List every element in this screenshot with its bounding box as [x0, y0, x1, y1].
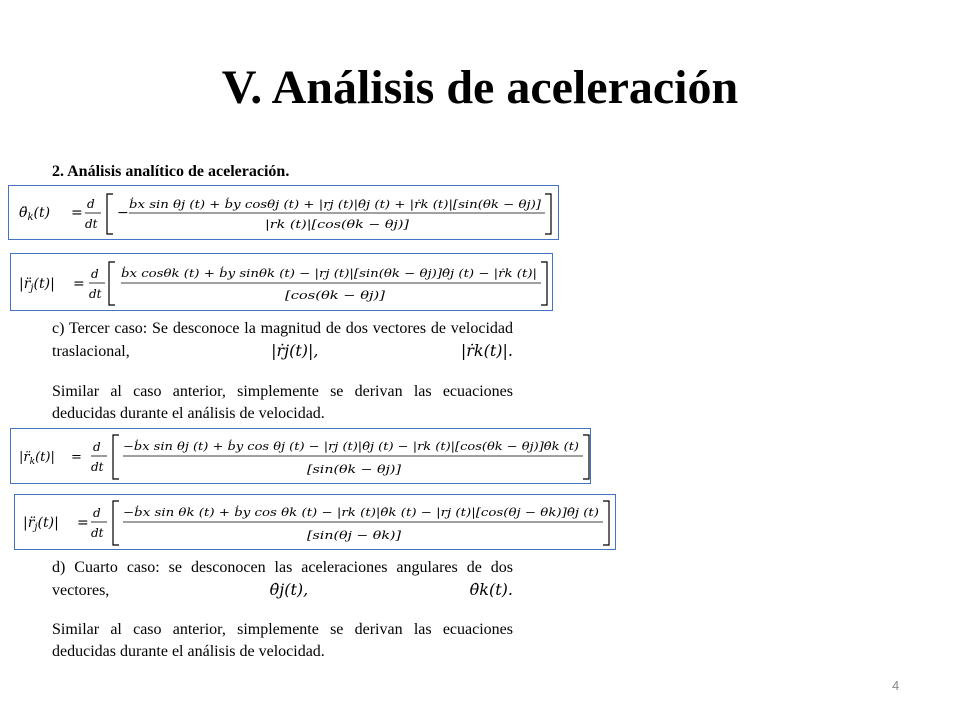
paragraph-similar-2: Similar al caso anterior, simplemente se derivan las ecuaciones deducidas durante el análisis de velocidad. [52, 621, 513, 660]
svg-text:d: d [91, 267, 99, 281]
svg-text:[sin(θk − θj)]: [sin(θk − θj)] [307, 463, 402, 476]
svg-text:θ̈k(t): $\thetä_k(t)$ [19, 205, 51, 223]
paragraph-third-case-text: c) Tercer caso: Se desconoce la magnitud de dos vectores de velocidad traslacional, [52, 320, 513, 360]
svg-text:−ḃx sin θk (t) + ḃy cos θk (t): −ḃx sin θk (t) + ḃy cos θk (t) − |rk (t)|θ̇k (t) − |rj (t)|[cos(θj − θk)]θ̇j (t) [123, 506, 516, 519]
paragraph-fourth-case-math: θ̇j(t), θ̇k(t). [269, 580, 513, 599]
equation-1-image [9, 186, 560, 241]
paragraph-fourth-case-text: d) Cuarto caso: se desconocen las aceleraciones angulares de dos vectores, [52, 559, 513, 599]
svg-text:|r̈j(t)|: $|r̈_j(t)|$ [23, 515, 59, 533]
svg-text:dt: dt [89, 287, 102, 301]
svg-text:dt: dt [91, 460, 104, 474]
svg-text:=: = [77, 515, 89, 531]
equation-box-1 [8, 185, 559, 240]
section-subtitle: 2. Análisis analítico de aceleración. [52, 163, 290, 180]
slide-title: V. Análisis de aceleración [221, 61, 739, 114]
svg-text:dt: dt [85, 217, 98, 231]
svg-text:=: = [71, 205, 83, 221]
svg-text:[sin(θj − θk)]: [sin(θj − θk)] [307, 529, 402, 542]
equation-box-3 [10, 428, 591, 484]
svg-text:=: = [73, 276, 85, 292]
svg-text:ḃx cosθk (t) + ḃy sinθk (t) −: ḃx cosθk (t) + ḃy sinθk (t) − |rj (t)|[sin(θk − θj)]θ̇j (t) − |ṙk (t)| [121, 267, 466, 280]
svg-text:[cos(θk − θj)]: [cos(θk − θj)] [285, 289, 386, 302]
paragraph-fourth-case [52, 557, 513, 602]
paragraph-third-case [52, 318, 513, 363]
svg-text:−ḃx sin θj (t) + ḃy cos θj (t): −ḃx sin θj (t) + ḃy cos θj (t) − |rj (t)|θ̇j (t) − |rk (t)|[cos(θk − θj)]θ̇k (t) [123, 440, 509, 453]
equation-4-image [15, 495, 617, 551]
equation-box-2 [10, 253, 553, 311]
svg-text:dt: dt [91, 526, 104, 540]
svg-text:|r̈k(t)|: $|r̈_k(t)|$ [19, 450, 55, 467]
svg-text:d: d [93, 440, 101, 454]
paragraph-similar-1: Similar al caso anterior, simplemente se derivan las ecuaciones deducidas durante el análisis de velocidad. [52, 383, 513, 422]
equation-3-image [11, 429, 592, 485]
svg-text:d: d [93, 506, 101, 520]
svg-text:|rk (t)|[cos(θk − θj)]: |rk (t)|[cos(θk − θj)] [265, 218, 376, 231]
page-number: 4 [892, 678, 900, 693]
svg-text:|r̈j(t)|: $|r̈_j(t)|$ [19, 276, 55, 294]
svg-text:ḃx sin θj (t) + ḃy cosθj (t) +: ḃx sin θj (t) + ḃy cosθj (t) + |rj (t)|θ̇j (t) + |ṙk (t)|[sin(θk − θj)] [129, 198, 471, 211]
equation-box-4 [14, 494, 616, 550]
svg-text:−: − [117, 205, 129, 221]
svg-text:d: d [87, 197, 95, 211]
paragraph-third-case-math: |ṙj(t)|, |ṙk(t)|. [271, 341, 513, 360]
equation-2-image [11, 254, 554, 312]
svg-text:=: = [71, 450, 82, 465]
